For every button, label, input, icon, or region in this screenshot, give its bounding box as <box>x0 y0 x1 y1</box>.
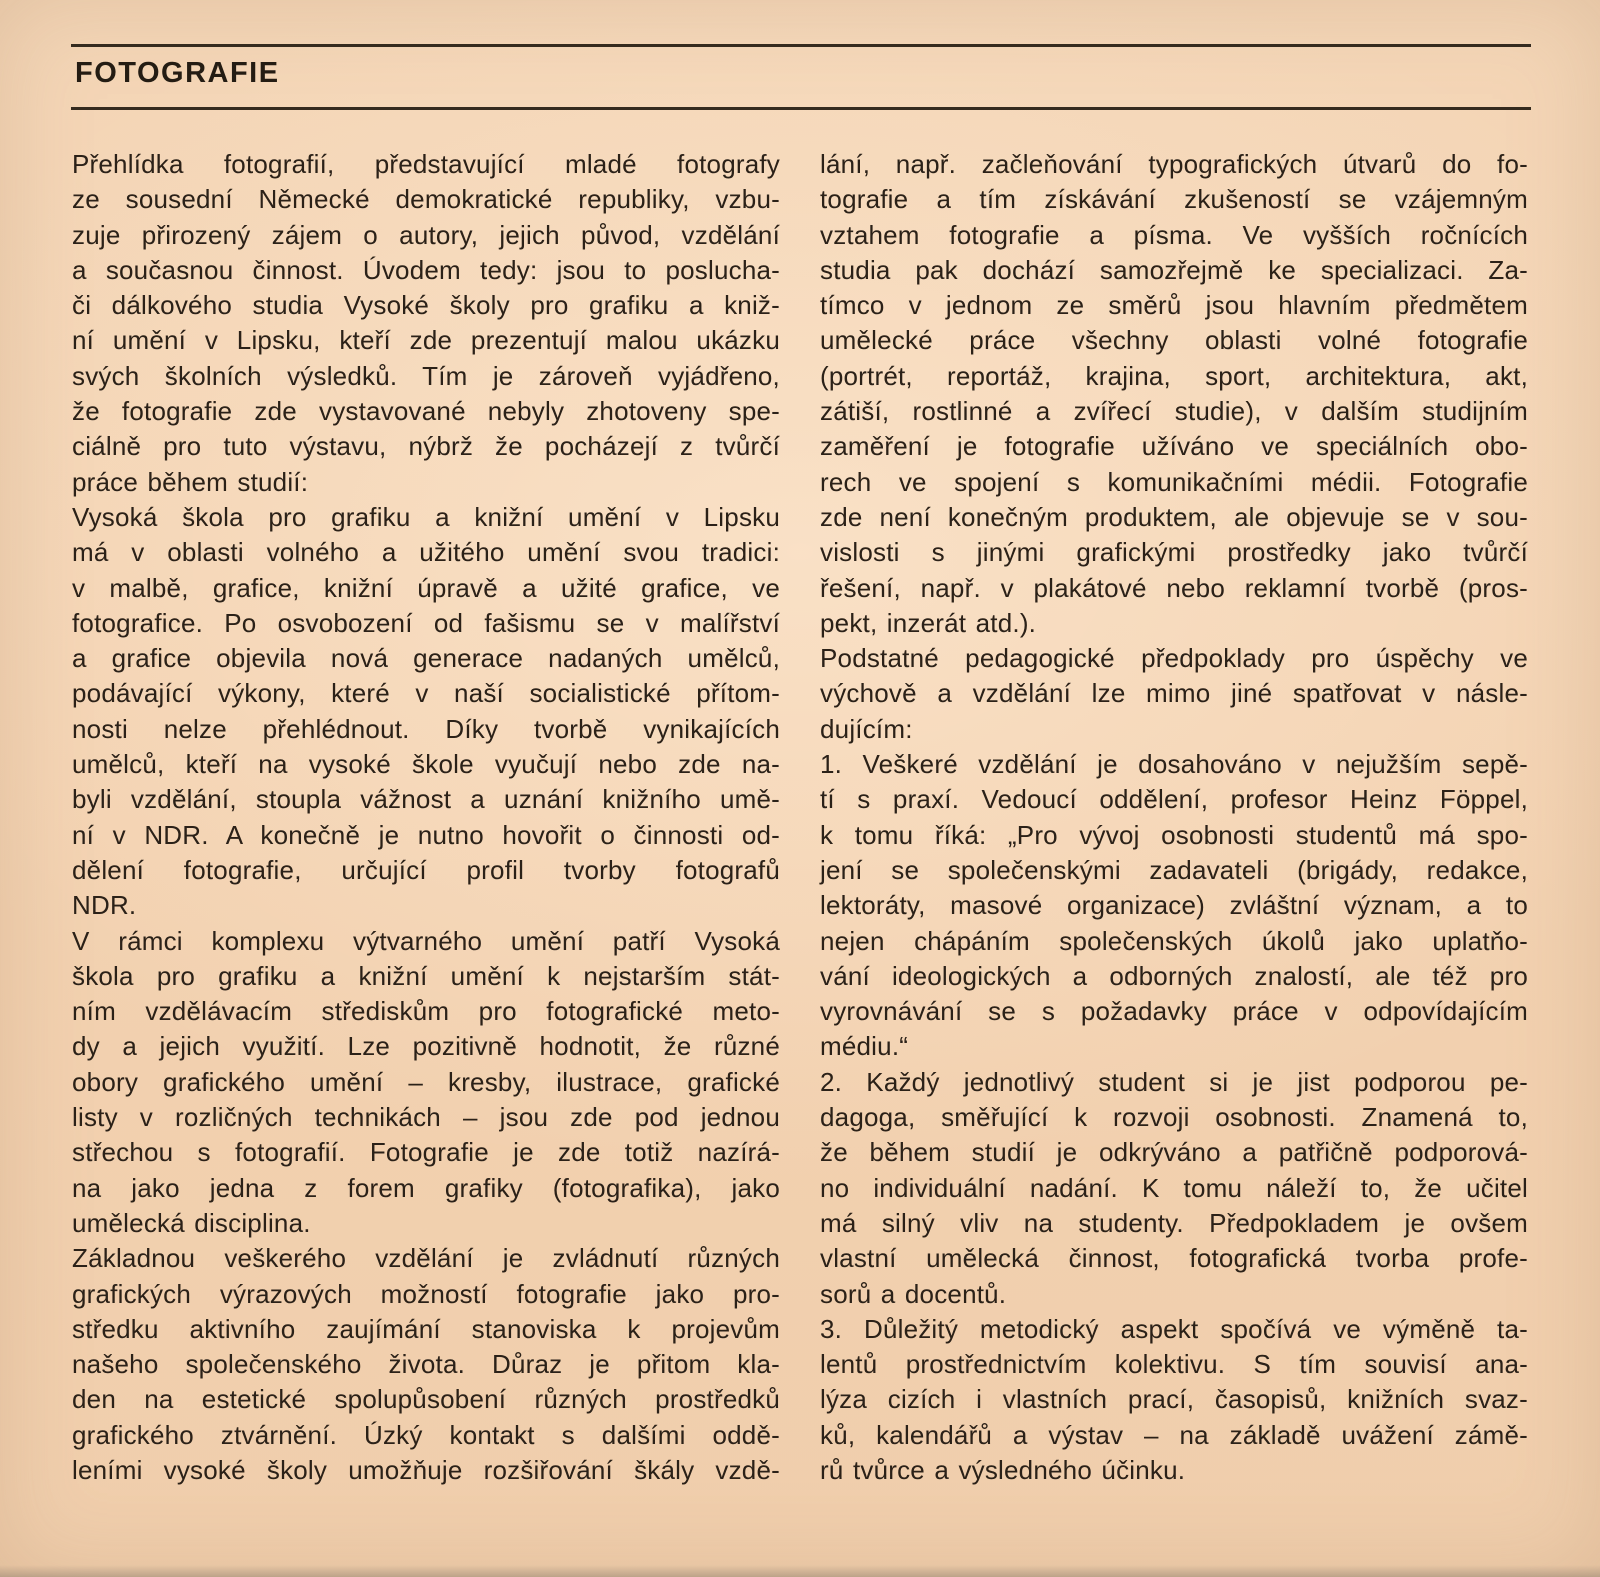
text-line: vání ideologických a odborných znalostí, ale též pro <box>820 960 1528 991</box>
text-line: lentů prostřednictvím kolektivu. S tím souvisí ana- <box>820 1349 1528 1380</box>
text-line: studia pak dochází samozřejmě ke specializaci. Za- <box>820 254 1528 285</box>
text-line: lýza cizích i vlastních prací, časopisů, knižních svaz- <box>820 1384 1528 1415</box>
text-line: zuje přirozený zájem o autory, jejich původ, vzdělání <box>72 219 780 250</box>
text-line: dujícím: <box>820 713 913 744</box>
text-line: že během studií je odkrýváno a patřičně podporová- <box>820 1137 1528 1168</box>
text-line: listy v rozličných technikách – jsou zde pod jednou <box>72 1102 780 1133</box>
text-line: rech ve spojení s komunikačními médii. Fotografie <box>820 466 1528 497</box>
paragraph <box>820 1065 1528 1312</box>
paragraph <box>72 500 780 924</box>
text-line: tografie a tím získávání zkušeností se vzájemným <box>820 184 1528 215</box>
paragraph <box>820 641 1528 747</box>
text-line: sorů a docentů. <box>820 1278 1007 1309</box>
text-line: pekt, inzerát atd.). <box>820 607 1037 638</box>
text-line: lání, např. začleňování typografických útvarů do fo- <box>820 149 1528 179</box>
text-line: grafického ztvárnění. Úzký kontakt s dalšími oddě- <box>72 1419 780 1450</box>
text-line: práce během studií: <box>72 466 309 497</box>
paragraph <box>72 924 780 1242</box>
text-line: Podstatné pedagogické předpoklady pro úspěchy ve <box>820 643 1528 674</box>
text-line: zaměření je fotografie užíváno ve speciálních obo- <box>820 431 1528 462</box>
text-line: ní umění v Lipsku, kteří zde prezentují malou ukázku <box>72 325 780 356</box>
text-line: tí s praxí. Vedoucí oddělení, profesor Heinz Föppel, <box>820 784 1528 815</box>
text-line: (portrét, reportáž, krajina, sport, architektura, akt, <box>820 360 1528 391</box>
text-line: Základnou veškerého vzdělání je zvládnutí různých <box>72 1243 780 1274</box>
text-line: 2. Každý jednotlivý student si je jist podporou pe- <box>820 1066 1528 1097</box>
text-line: na jako jedna z forem grafiky (fotografika), jako <box>72 1172 780 1203</box>
text-line: a současnou činnost. Úvodem tedy: jsou to poslucha- <box>72 254 780 285</box>
text-line: umělecké práce všechny oblasti volné fotografie <box>820 325 1528 356</box>
text-line: svých školních výsledků. Tím je zároveň vyjádřeno, <box>72 360 780 391</box>
text-line: tímco v jednom ze směrů jsou hlavním předmětem <box>820 290 1528 321</box>
text-line: ze sousední Německé demokratické republiky, vzbu- <box>72 184 780 215</box>
text-line: lektoráty, masové organizace) zvláštní význam, a to <box>820 890 1528 921</box>
text-line: umělecká disciplina. <box>72 1207 311 1238</box>
header-rule <box>71 107 1531 110</box>
text-line: Přehlídka fotografií, představující mladé fotografy <box>72 149 780 179</box>
text-line: Vysoká škola pro grafiku a knižní umění v Lipsku <box>72 501 780 532</box>
text-line: 1. Veškeré vzdělání je dosahováno v nejužším sepě- <box>820 749 1528 780</box>
text-line: vislosti s jinými grafickými prostředky jako tvůrčí <box>820 537 1528 568</box>
text-line: vyrovnávání se s požadavky práce v odpovídajícím <box>820 996 1528 1027</box>
text-line: našeho společenského života. Důraz je přitom kla- <box>72 1349 780 1380</box>
text-line: má silný vliv na studenty. Předpokladem je ovšem <box>820 1207 1528 1238</box>
text-line: má v oblasti volného a užitého umění svou tradici: <box>72 537 780 568</box>
text-line: zde není konečným produktem, ale objevuje se v sou- <box>820 501 1528 532</box>
paragraph <box>820 147 1528 641</box>
text-line: středku aktivního zaujímání stanoviska k projevům <box>72 1313 780 1344</box>
text-line: dělení fotografie, určující profil tvorby fotografů <box>72 854 780 885</box>
text-line: byli vzdělání, stoupla vážnost a uznání knižního umě- <box>72 784 780 815</box>
paragraph <box>820 747 1528 1065</box>
text-line: umělců, kteří na vysoké škole vyučují nebo zde na- <box>72 749 780 780</box>
text-line: den na estetické spolupůsobení různých prostředků <box>72 1384 780 1415</box>
text-line: V rámci komplexu výtvarného umění patří Vysoká <box>72 925 780 956</box>
text-line: dy a jejich využití. Lze pozitivně hodnotit, že různé <box>72 1031 780 1062</box>
text-line: obory grafického umění – kresby, ilustrace, grafické <box>72 1066 780 1097</box>
text-line: či dálkového studia Vysoké školy pro grafiku a kniž- <box>72 290 780 321</box>
top-rule <box>71 44 1531 47</box>
text-line: škola pro grafiku a knižní umění k nejstarším stát- <box>72 960 780 991</box>
page-title: FOTOGRAFIE <box>75 57 280 89</box>
text-line: fotografice. Po osvobození od fašismu se v malířství <box>72 607 780 638</box>
text-line: podávající výkony, které v naší socialistické přítom- <box>72 678 780 709</box>
text-line: ním vzdělávacím střediskům pro fotografické meto- <box>72 996 780 1027</box>
text-line: ciálně pro tuto výstavu, nýbrž že pocházejí z tvůrčí <box>72 431 780 462</box>
text-line: leními vysoké školy umožňuje rozšiřování škály vzdě- <box>72 1454 780 1485</box>
column-left <box>72 147 780 1488</box>
text-line: NDR. <box>72 890 137 921</box>
text-line: rů tvůrce a výsledného účinku. <box>820 1454 1186 1485</box>
text-line: vlastní umělecká činnost, fotografická tvorba profe- <box>820 1243 1528 1274</box>
text-line: ků, kalendářů a výstav – na základě uvážení zámě- <box>820 1419 1528 1450</box>
text-line: no individuální nadání. K tomu náleží to, že učitel <box>820 1172 1528 1203</box>
text-line: ní v NDR. A konečně je nutno hovořit o činnosti od- <box>72 819 780 850</box>
text-line: grafických výrazových možností fotografie jako pro- <box>72 1278 780 1309</box>
text-line: že fotografie zde vystavované nebyly zhotoveny spe- <box>72 396 780 427</box>
article-columns <box>72 147 1528 1488</box>
text-line: nejen chápáním společenských úkolů jako uplatňo- <box>820 925 1528 956</box>
paragraph <box>72 147 780 500</box>
text-line: dagoga, směřující k rozvoji osobnosti. Znamená to, <box>820 1102 1528 1133</box>
column-right <box>820 147 1528 1488</box>
text-line: výchově a vzdělání lze mimo jiné spatřovat v násle- <box>820 678 1528 709</box>
text-line: a grafice objevila nová generace nadaných umělců, <box>72 643 780 674</box>
text-line: v malbě, grafice, knižní úpravě a užité grafice, ve <box>72 572 780 603</box>
text-line: k tomu říká: „Pro vývoj osobnosti studentů má spo- <box>820 819 1528 850</box>
text-line: zátiší, rostlinné a zvířecí studie), v dalším studijním <box>820 396 1528 427</box>
text-line: 3. Důležitý metodický aspekt spočívá ve výměně ta- <box>820 1313 1528 1344</box>
text-line: nosti nelze přehlédnout. Díky tvorbě vynikajících <box>72 713 780 744</box>
paragraph <box>72 1241 780 1488</box>
text-line: jení se společenskými zadavateli (brigády, redakce, <box>820 854 1528 885</box>
text-line: médiu.“ <box>820 1031 909 1062</box>
paragraph <box>820 1312 1528 1488</box>
text-line: řešení, např. v plakátové nebo reklamní tvorbě (pros- <box>820 572 1528 603</box>
text-line: střechou s fotografií. Fotografie je zde totiž nazírá- <box>72 1137 780 1168</box>
text-line: vztahem fotografie a písma. Ve vyšších ročnících <box>820 219 1528 250</box>
